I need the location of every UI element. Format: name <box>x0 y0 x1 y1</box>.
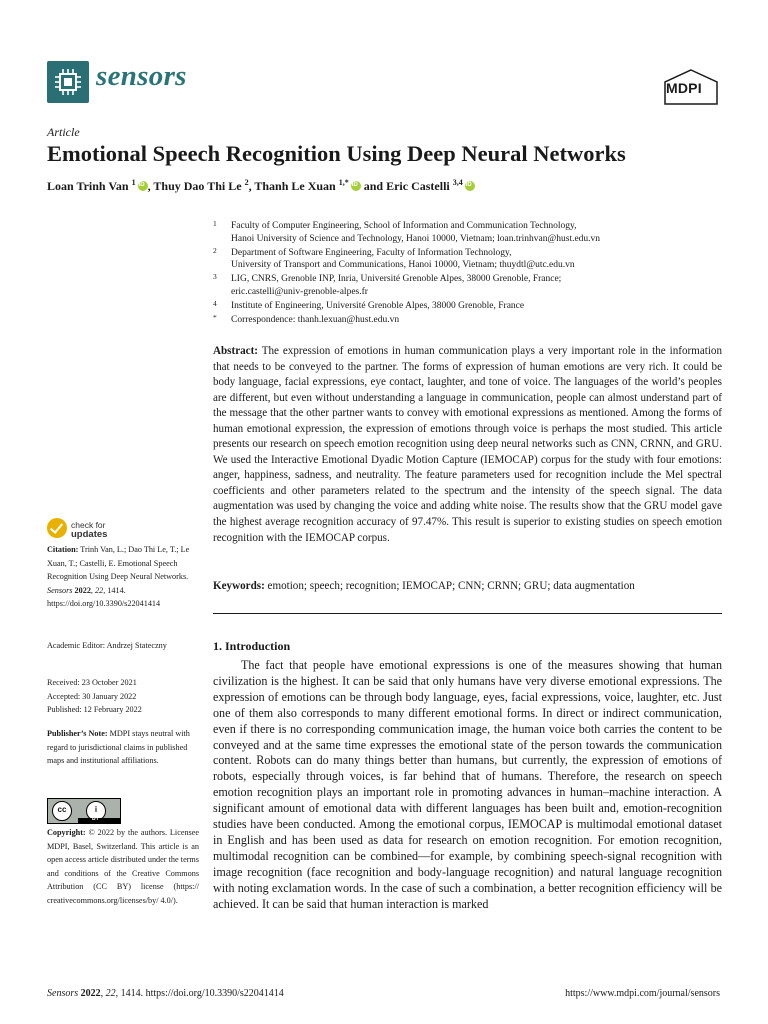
affiliation-line: Institute of Engineering, Université Grenoble Alpes, 38000 Grenoble, France <box>231 301 525 312</box>
academic-editor: Academic Editor: Andrzej Stateczny <box>47 641 167 650</box>
copyright-block <box>47 826 199 908</box>
affiliation-line: LIG, CNRS, Grenoble INP, Inria, Université Grenoble Alpes, 38000 Grenoble, France; <box>231 274 562 285</box>
section-heading: 1. Introduction <box>213 639 291 653</box>
affiliations <box>213 220 733 328</box>
keywords-label: Keywords: <box>213 580 265 592</box>
cc-license-badge[interactable] <box>47 798 121 824</box>
footer-doi[interactable]: , 1414. https://doi.org/10.3390/s22041414 <box>115 988 284 999</box>
pubnote-text: MDPI stays neutral with regard to jurisdictional claims in published maps and institutional affiliations. <box>47 729 190 766</box>
affiliation-line: Faculty of Computer Engineering, School of Information and Communication Technology, <box>231 221 577 231</box>
copyright-label: Copyright: <box>47 828 86 837</box>
check-updates-line2: updates <box>71 529 108 540</box>
citation-block: Citation: Trinh Van, L.; Dao Thi Le, T.; Le Xuan, T.; Castelli, E. Emotional Speech Recognition Using Deep Neural Networks. Sensors 2022, 22, 1414. https://doi.org/10.3390/s22041414 <box>47 545 190 609</box>
citation-doi[interactable]: , 1414. https://doi.org/10.3390/s22041414 <box>47 585 161 609</box>
affiliation-item <box>213 300 733 313</box>
orcid-icon[interactable] <box>351 181 361 191</box>
author-affil-sup: 1,* <box>338 178 349 187</box>
pubnote-label: Publisher’s Note: <box>47 729 108 738</box>
citation-volume: 22 <box>95 585 104 595</box>
citation-journal: Sensors <box>47 585 73 595</box>
affiliation-item <box>213 273 733 298</box>
article-dates <box>47 676 199 717</box>
footer-journal-url[interactable]: https://www.mdpi.com/journal/sensors <box>565 988 720 999</box>
correspondence-line[interactable]: Correspondence: thanh.lexuan@hust.edu.vn <box>231 315 400 326</box>
article-type: Article <box>47 125 80 139</box>
affiliation-item <box>213 314 733 327</box>
published-date: Published: 12 February 2022 <box>47 705 142 715</box>
abstract-text: The expression of emotions in human communication plays a very important role in the information that needs to be conveyed to the partner. The forms of expression of human emotions are very rich. It could be body language, facial expressions, eye contact, laughter, and tone of voice. The languages of the world’s peoples are different, but even without understanding a language in communication, people can almost understand part of the message that the other partner wants to convey with emotional expressions as mentioned. Among the forms of human emotional expression, the expression of emotions through voice is perhaps the most studied. This article presents our research on speech emotion recognition using deep neural networks such as CNN, CRNN, and GRU. We used the Interactive Emotional Dyadic Motion Capture (IEMOCAP) corpus for the study with four emotions: anger, happiness, sadness, and neutrality. The feature parameters used for recognition include the Mel spectral coefficients and other parameters related to the spectrum and the intensity of the speech signal. The data augmentation was used by changing the voice and adding white noise. The results show that the GRU model gave the highest average recognition accuracy of 97.47%. This result is superior to existing studies on speech emotion recognition with the IEMOCAP corpus. <box>213 345 722 544</box>
check-for-updates-button[interactable] <box>47 518 157 544</box>
copyright-text: © 2022 by the authors. Licensee MDPI, Basel, Switzerland. This article is an open access article distributed under the terms and conditions of the Creative Commons Attribution (CC BY) license (https:// creativecommons.org/licenses/by/ 4.0/). <box>47 828 200 905</box>
author-list <box>47 178 737 194</box>
affiliation-line: eric.castelli@univ-grenoble-alpes.fr <box>231 286 368 297</box>
affiliation-line: Department of Software Engineering, Faculty of Information Technology, <box>231 247 512 258</box>
author-name[interactable]: Loan Trinh Van <box>47 179 129 193</box>
publisher-name: MDPI <box>666 80 702 96</box>
citation-year: 2022 <box>74 585 91 595</box>
author-name[interactable]: Thuy Dao Thi Le <box>153 179 242 193</box>
keywords-text: emotion; speech; recognition; IEMOCAP; CNN; CRNN; GRU; data augmentation <box>267 580 635 592</box>
orcid-icon[interactable] <box>138 181 148 191</box>
affiliation-line: University of Transport and Communications, Hanoi 10000, Vietnam; thuydtl@utc.edu.vn <box>231 260 575 271</box>
affiliation-number: 1 <box>213 219 217 228</box>
footer-year: 2022 <box>80 988 101 999</box>
affiliation-number: 4 <box>213 299 217 309</box>
author-affil-sup: 2 <box>244 178 249 187</box>
orcid-icon[interactable] <box>465 181 475 191</box>
abstract <box>213 344 722 546</box>
accepted-date: Accepted: 30 January 2022 <box>47 691 137 701</box>
article-title: Emotional Speech Recognition Using Deep Neural Networks <box>47 141 626 166</box>
author-separator: and <box>360 179 387 193</box>
received-date: Received: 23 October 2021 <box>47 678 137 687</box>
section-divider <box>213 613 722 614</box>
cc-icon: cc <box>52 801 72 821</box>
attribution-icon: i <box>86 801 106 821</box>
publishers-note <box>47 727 199 768</box>
author-separator: , <box>147 179 154 193</box>
author-name[interactable]: Eric Castelli <box>386 179 450 193</box>
check-updates-line1: check for <box>71 520 106 530</box>
affiliation-number: 2 <box>213 245 217 255</box>
journal-name[interactable]: sensors <box>96 60 187 92</box>
citation-label: Citation: <box>47 545 79 554</box>
cc-by-strip: BY <box>78 818 120 824</box>
footer-journal: Sensors <box>47 988 79 999</box>
affiliation-item <box>213 247 733 272</box>
affiliation-line: Hanoi University of Science and Technology, Hanoi 10000, Vietnam; loan.trinhvan@hust.edu.vn <box>231 233 601 244</box>
journal-logo-icon[interactable] <box>47 61 89 103</box>
abstract-label: Abstract: <box>213 345 258 357</box>
footer-volume: 22 <box>105 988 116 999</box>
author-affil-sup: 1 <box>131 178 136 187</box>
author-separator: , <box>248 179 255 193</box>
footer-citation: Sensors 2022, 22, 1414. https://doi.org/10.3390/s22041414 <box>47 988 284 999</box>
affiliation-number: * <box>213 313 217 323</box>
affiliation-item <box>213 220 733 245</box>
introduction-text: The fact that people have emotional expressions is one of the measures showing that human civilization is the highest. It can be said that only humans have very diverse emotional expressions. The expression of emotions can be through body language, eyes, facial expressions, voice, laughter, etc. Just one of them also corresponds to many different emotional forms. In direct or indirect communication, even if there is no corresponding communication image, the human voice both carries the content to be conveyed and at the same time expresses the emotional state of the person towards the communication content. Robots can do many things better than humans, but currently, the expression of emotions of robots, especially through voices, is far behind that of humans. Therefore, the research on speech emotion recognition plays an important role in promoting advances in human–machine interaction. A significant amount of emotional data with different languages has been built and, emotion-recognition studies have been conducted. Among the emotional corpus, IEMOCAP is multimodal emotional dataset in English and has been used as data for research on emotion recognition. For emotion recognition, multimodal recognition can be combined—for example, by combining speech-signal recognition with image recognition (face recognition and body-language recognition) and natural language recognition with noting exclamation words. In the case of such a combination, a better recognition efficiency will be achieved. It can be said that human interaction is marked <box>213 658 722 911</box>
affiliation-number: 3 <box>213 272 217 282</box>
author-affil-sup: 3,4 <box>452 178 463 187</box>
author-name[interactable]: Thanh Le Xuan <box>254 179 336 193</box>
publisher-logo[interactable] <box>663 68 719 108</box>
keywords <box>213 579 722 593</box>
check-icon <box>47 518 67 538</box>
citation-text: Trinh Van, L.; Dao Thi Le, T.; Le Xuan, T.; Castelli, E. Emotional Speech Recognition Using Deep Neural Networks. <box>47 545 190 582</box>
